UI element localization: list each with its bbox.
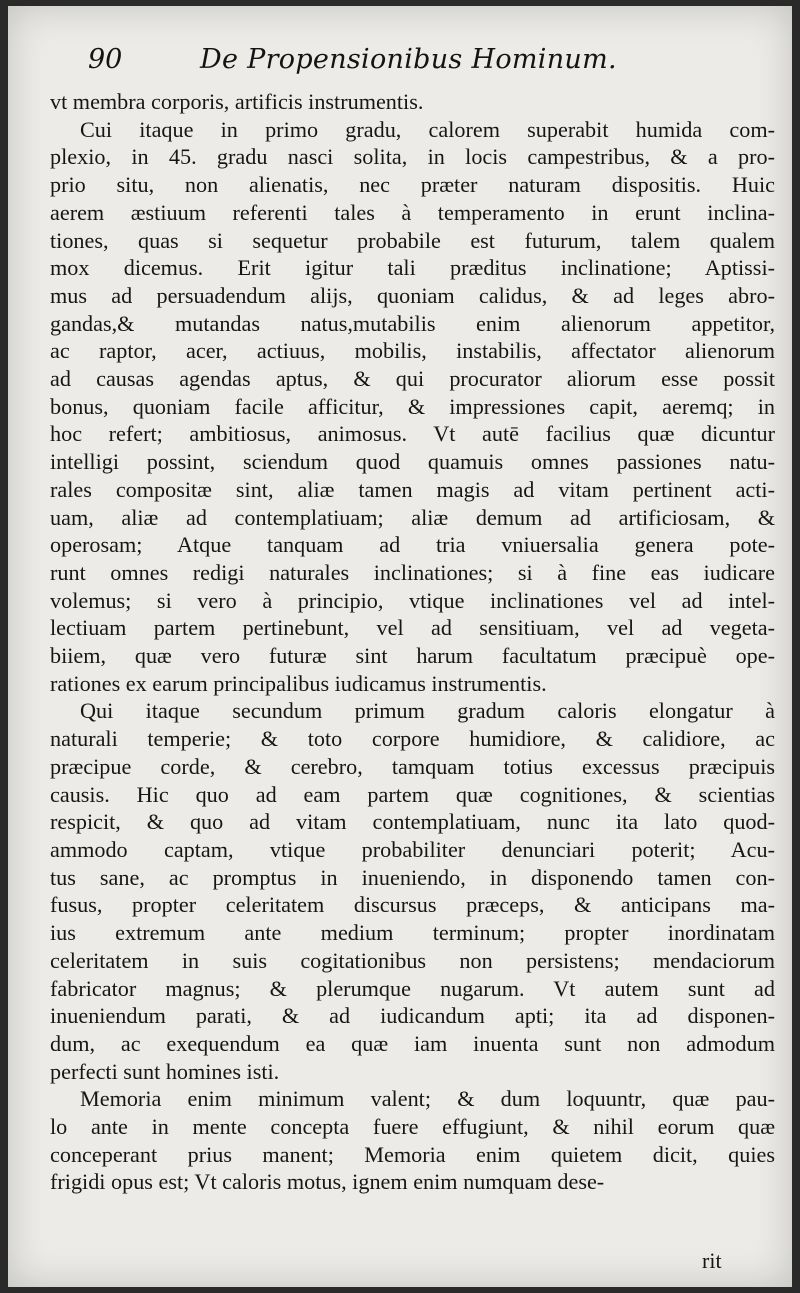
body-text [50,88,775,1196]
text-line: inueniendum parati, & ad iudicandum apti; ita ad disponen- [50,1003,775,1029]
text-line: fusus, propter celeritatem discursus præceps, & anticipans ma- [50,892,775,918]
text-line: ammodo captam, vtique probabiliter denunciari poterit; Acu- [50,836,775,862]
text-line: volemus; si vero à principio, vtique inclinationes vel ad intel- [50,587,775,613]
text-line: dum, ac exequendum ea quæ iam inuenta sunt non admodum [50,1030,775,1056]
text-line: celeritatem in suis cogitationibus non persistens; mendaciorum [50,947,775,973]
text-line: naturali temperie; & toto corpore humidiore, & calidiore, ac [50,726,775,752]
text-line: lectiuam partem pertinebunt, vel ad sensitiuam, vel ad vegeta- [50,615,775,641]
text-line: gandas,& mutandas natus,mutabilis enim alienorum appetitor, [50,310,775,336]
text-line: ad causas agendas aptus, & qui procurator aliorum esse possit [50,366,775,392]
text-line: rationes ex earum principalibus iudicamus instrumentis. [50,670,547,696]
running-head: De Propensionibus Hominum. [200,44,617,75]
text-line: intelligi possint, sciendum quod quamuis omnes passiones natu- [50,449,775,475]
text-line: causis. Hic quo ad eam partem quæ cognitiones, & scientias [50,781,775,807]
text-line: biiem, quæ vero futuræ sint harum facultatum præcipuè ope- [50,643,775,669]
text-line: Memoria enim minimum valent; & dum loquuntr, quæ pau- [80,1086,775,1112]
text-line: aerem æstiuum referenti tales à temperamento in erunt inclina- [50,199,775,225]
text-line: bonus, quoniam facile afficitur, & impressiones capit, aeremq; in [50,393,775,419]
text-line: fabricator magnus; & plerumque nugarum. Vt autem sunt ad [50,975,775,1001]
text-line: mus ad persuadendum alijs, quoniam calidus, & ad leges abro- [50,282,775,308]
paragraph [50,1085,775,1196]
text-line: rales compositæ sint, aliæ tamen magis ad vitam pertinent acti- [50,476,775,502]
book-page [8,6,792,1287]
text-line: perfecti sunt homines isti. [50,1058,280,1084]
text-line: prio situ, non alienatis, nec præter naturam dispositis. Huic [50,172,775,198]
text-line: lo ante in mente concepta fuere effugiunt, & nihil eorum quæ [50,1114,775,1140]
text-line: tus sane, ac promptus in inueniendo, in disponendo tamen con- [50,864,775,890]
page-header [88,44,648,86]
catchword: rit [702,1248,722,1273]
paragraph [50,88,775,116]
text-line: Cui itaque in primo gradu, calorem superabit humida com- [80,116,775,142]
text-line: ius extremum ante medium terminum; propter inordinatam [50,920,775,946]
text-line: mox dicemus. Erit igitur tali præditus inclinatione; Aptissi- [50,255,775,281]
text-line: tiones, quas si sequetur probabile est futurum, talem qualem [50,227,775,253]
paragraph [50,116,775,698]
text-line: hoc refert; ambitiosus, animosus. Vt autē facilius quæ dicuntur [50,421,775,447]
text-line: operosam; Atque tanquam ad tria vniuersalia genera pote- [50,532,775,558]
text-line: respicit, & quo ad vitam contemplatiuam, nunc ita lato quod- [50,809,775,835]
page-number: 90 [88,44,123,75]
paragraph [50,697,775,1085]
text-line: præcipue corde, & cerebro, tamquam totius excessus præcipuis [50,753,775,779]
text-line: runt omnes redigi naturales inclinationes; si à fine eas iudicare [50,559,775,585]
text-line: vt membra corporis, artificis instrumentis. [50,89,424,114]
text-line: frigidi opus est; Vt caloris motus, ignem enim numquam dese- [50,1169,605,1195]
text-line: Qui itaque secundum primum gradum caloris elongatur à [80,698,775,724]
text-line: plexio, in 45. gradu nasci solita, in locis campestribus, & a pro- [50,144,775,170]
text-line: ac raptor, acer, actiuus, mobilis, instabilis, affectator alienorum [50,338,775,364]
text-line: uam, aliæ ad contemplatiuam; aliæ demum ad artificiosam, & [50,504,775,530]
text-line: conceperant prius manent; Memoria enim quietem dicit, quies [50,1141,775,1167]
